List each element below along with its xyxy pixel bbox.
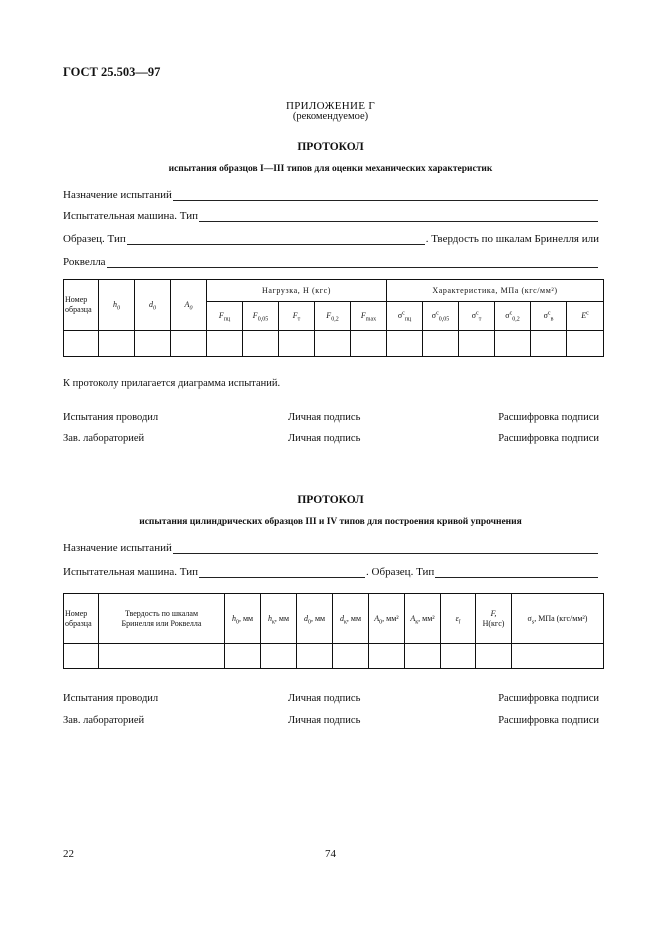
table-cell[interactable] (351, 331, 387, 357)
header-sigma-v: $\sigma^c_в$ (531, 302, 567, 331)
table-cell[interactable] (225, 644, 261, 669)
protocol2-subtitle: испытания цилиндрических образцов III и IV типов для построения кривой упрочнения (139, 517, 522, 527)
header-sigma-t: $\sigma^c_т$ (459, 302, 495, 331)
p1-tested-by-label: Испытания проводил (63, 412, 159, 423)
protocol1-sample-line[interactable] (63, 229, 599, 245)
table-cell[interactable] (476, 644, 512, 669)
table-cell[interactable] (64, 331, 99, 357)
page-number-left: 22 (63, 848, 74, 860)
protocol1-table (63, 279, 604, 357)
protocol2-machine-line[interactable] (63, 562, 599, 578)
rockwell-blank[interactable] (107, 256, 598, 268)
diagram-note: К протоколу прилагается диаграмма испытаний. (63, 378, 281, 389)
machine-blank[interactable] (199, 566, 365, 578)
table-cell[interactable] (459, 331, 495, 357)
header-sample-number: Номер образца (64, 594, 99, 644)
protocol2-purpose-line[interactable] (63, 538, 599, 554)
p2-signature-decoding-2: Расшифровка подписи (498, 715, 599, 726)
header-f-t: $F_т$ (279, 302, 315, 331)
table-cell[interactable] (495, 331, 531, 357)
header-epsilon: $\varepsilon_l$ (441, 594, 476, 644)
table-cell[interactable] (207, 331, 243, 357)
protocol1-purpose-line[interactable] (63, 185, 599, 201)
table-cell[interactable] (261, 644, 297, 669)
header-ak: $A_к$, мм² (405, 594, 441, 644)
header-f-max: $F_{max}$ (351, 302, 387, 331)
header-a0: $A_0$ (171, 280, 207, 331)
p1-signature-decoding-1: Расшифровка подписи (498, 412, 599, 423)
p1-personal-signature-2: Личная подпись (288, 433, 361, 444)
table-cell[interactable] (369, 644, 405, 669)
p2-head-lab-label: Зав. лабораторией (63, 715, 145, 726)
purpose-label: Назначение испытаний (63, 189, 172, 201)
sample-label: Образец. Тип (63, 233, 126, 245)
header-h0: $h_0$ (99, 280, 135, 331)
header-f-02: $F_{0,2}$ (315, 302, 351, 331)
header-sigma-s: $\sigma_s$, МПа (кгс/мм²) (512, 594, 604, 644)
header-dk: $d_к$, мм (333, 594, 369, 644)
sample-blank[interactable] (435, 566, 598, 578)
table-cell[interactable] (333, 644, 369, 669)
table-cell[interactable] (64, 644, 99, 669)
p2-tested-by-label: Испытания проводил (63, 693, 159, 704)
sample-blank[interactable] (127, 233, 425, 245)
header-e: $E^c$ (567, 302, 604, 331)
appendix-subtitle: (рекомендуемое) (292, 111, 369, 122)
header-d0: $d_0$, мм (297, 594, 333, 644)
header-characteristics-group: Характеристика, МПа (кгс/мм²) (387, 280, 604, 302)
sample-label: . Образец. Тип (366, 566, 435, 578)
header-hk: $h_к$, мм (261, 594, 297, 644)
table-cell[interactable] (171, 331, 207, 357)
rockwell-label: Роквелла (63, 256, 106, 268)
header-sigma-02: $\sigma^c_{0,2}$ (495, 302, 531, 331)
protocol1-machine-line[interactable] (63, 206, 599, 222)
table-row (64, 644, 604, 669)
protocol1-title: ПРОТОКОЛ (297, 141, 364, 153)
purpose-label: Назначение испытаний (63, 542, 172, 554)
table-cell[interactable] (441, 644, 476, 669)
header-sigma-005: $\sigma^c_{0,05}$ (423, 302, 459, 331)
table-cell[interactable] (531, 331, 567, 357)
header-h0: $h_0$, мм (225, 594, 261, 644)
table-cell[interactable] (297, 644, 333, 669)
table-cell[interactable] (99, 644, 225, 669)
table-cell[interactable] (512, 644, 604, 669)
header-sample-number: Номер образца (64, 280, 99, 331)
hardness-label: . Твердость по шкалам Бринелля или (425, 233, 599, 245)
machine-blank[interactable] (199, 210, 598, 222)
header-load-group: Нагрузка, Н (кгс) (207, 280, 387, 302)
header-f-005: $F_{0,05}$ (243, 302, 279, 331)
p1-personal-signature-1: Личная подпись (288, 412, 361, 423)
table-cell[interactable] (387, 331, 423, 357)
table-cell[interactable] (243, 331, 279, 357)
machine-label: Испытательная машина. Тип (63, 210, 199, 222)
table-cell[interactable] (279, 331, 315, 357)
p1-signature-decoding-2: Расшифровка подписи (498, 433, 599, 444)
protocol1-rockwell-line[interactable] (63, 252, 599, 268)
header-a0: $A_0$, мм² (369, 594, 405, 644)
page-number-center: 74 (325, 848, 336, 860)
table-cell[interactable] (315, 331, 351, 357)
table-cell[interactable] (423, 331, 459, 357)
protocol2-table (63, 593, 604, 669)
p2-personal-signature-1: Личная подпись (288, 693, 361, 704)
p2-personal-signature-2: Личная подпись (288, 715, 361, 726)
p2-signature-decoding-1: Расшифровка подписи (498, 693, 599, 704)
header-sigma-pc: $\sigma^c_{пц}$ (387, 302, 423, 331)
table-cell[interactable] (405, 644, 441, 669)
standard-number: ГОСТ 25.503—97 (63, 65, 161, 79)
table-cell[interactable] (567, 331, 604, 357)
table-cell[interactable] (99, 331, 135, 357)
table-row (64, 331, 604, 357)
p1-head-lab-label: Зав. лабораторией (63, 433, 145, 444)
purpose-blank[interactable] (173, 189, 598, 201)
header-d0: $d_0$ (135, 280, 171, 331)
header-hardness: Твердость по шкалам Бринелля или Роквелла (99, 594, 225, 644)
protocol1-subtitle: испытания образцов I—III типов для оценки механических характеристик (168, 164, 493, 174)
appendix-title: ПРИЛОЖЕНИЕ Г (285, 100, 376, 112)
protocol2-title: ПРОТОКОЛ (297, 494, 364, 506)
purpose-blank[interactable] (173, 542, 598, 554)
table-cell[interactable] (135, 331, 171, 357)
header-force: F, Н(кгс) (476, 594, 512, 644)
header-f-pc: $F_{пц}$ (207, 302, 243, 331)
machine-label: Испытательная машина. Тип (63, 566, 199, 578)
